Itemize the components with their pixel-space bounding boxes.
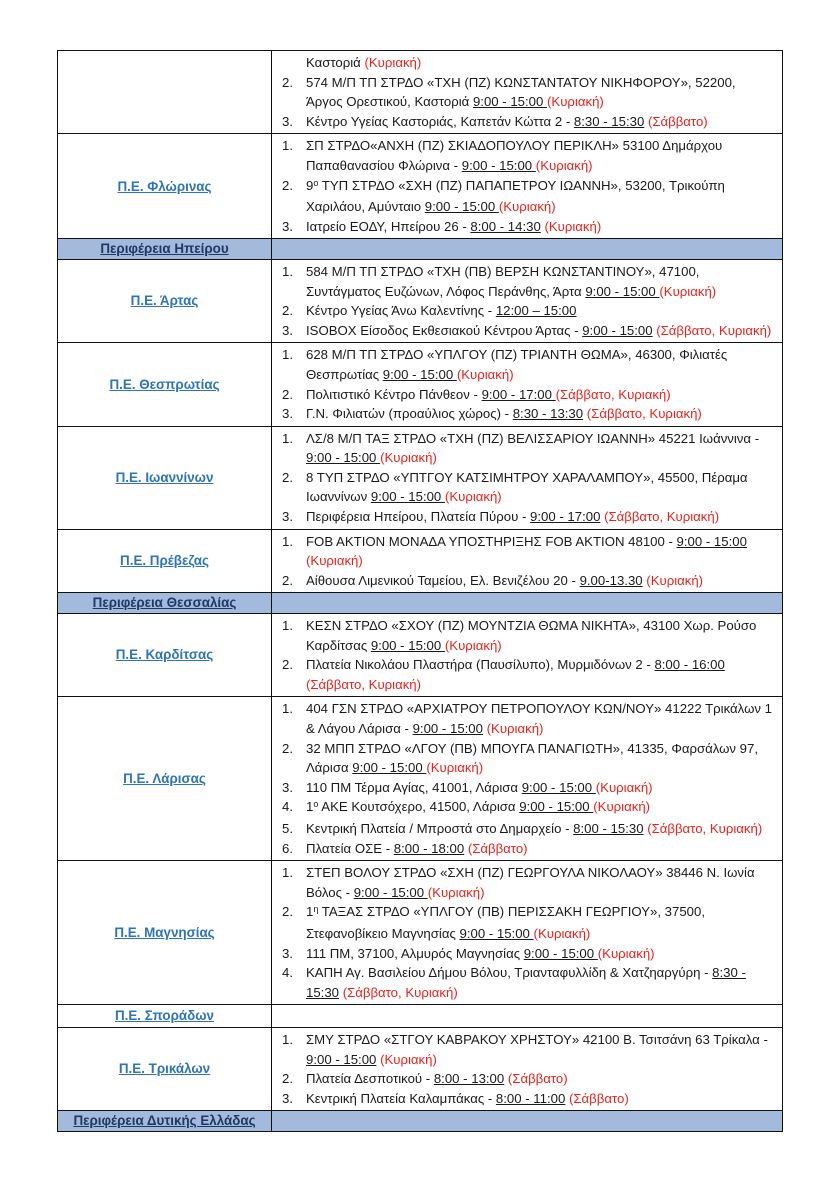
item-text-segment: Πλατεία Δεσποτικού - xyxy=(306,1071,434,1087)
time-range: 9:00 - 15:00 xyxy=(459,925,534,941)
region-row xyxy=(58,259,782,342)
time-range: 8:00 - 16:00 xyxy=(654,657,725,673)
item-text xyxy=(298,321,774,341)
section-header-cell xyxy=(58,1111,272,1131)
item-text-segment: 584 Μ/Π ΤΠ ΣΤΡΔΟ «ΤΧΗ (ΠΒ) ΒΕΡΣΗ ΚΩΝΣΤΑΝΤΙΝΟΥ», 47100, Συντάγματος Ευζώνων, Λόφος Περάνθης, Άρτα xyxy=(306,263,700,299)
region-name-cell xyxy=(58,134,272,238)
day-note: (Κυριακή) xyxy=(533,925,591,941)
item-text-segment: 9 xyxy=(306,177,314,193)
day-note: (Κυριακή) xyxy=(444,637,502,653)
item-number xyxy=(274,53,298,73)
locations-cell xyxy=(272,1028,782,1110)
list-item xyxy=(274,385,774,405)
list-item xyxy=(274,863,774,902)
day-note: (Κυριακή) xyxy=(544,218,602,234)
time-range: 8:30 - 15:30 xyxy=(573,113,645,129)
time-range: 9:00 - 15:00 xyxy=(382,366,457,382)
item-text-segment: Κεντρική Πλατεία Καλαμπάκας - xyxy=(306,1090,496,1106)
item-text xyxy=(298,136,774,175)
item-number: 3. xyxy=(282,406,293,422)
day-note: (Κυριακή) xyxy=(306,553,363,569)
time-range: 9:00 - 15:00 xyxy=(523,945,598,961)
list-item xyxy=(274,963,774,1002)
locations-cell xyxy=(272,614,782,696)
list-item xyxy=(274,1089,774,1109)
item-text-segment: ΤΑΞΑΣ ΣΤΡΔΟ «ΥΠΛΓΟΥ (ΠΒ) ΠΕΡΙΣΣΑΚΗ ΓΕΩΡΓΙΟΥ», 37500, Στεφανοβίκειο Μαγνησίας xyxy=(306,904,705,941)
item-text-segment: Περιφέρεια Ηπείρου, Πλατεία Πύρου - xyxy=(306,509,531,525)
vaccination-locations-table xyxy=(57,50,783,1132)
day-note: (Σάββατο) xyxy=(507,1071,568,1087)
item-number: 2. xyxy=(282,572,293,588)
day-note: (Σάββατο, Κυριακή) xyxy=(656,322,772,338)
item-number: 2. xyxy=(282,303,293,319)
section-header-row xyxy=(58,1110,782,1131)
time-range: 9:00 - 15:00 xyxy=(353,884,428,900)
item-text xyxy=(298,468,774,507)
day-note: (Κυριακή) xyxy=(427,884,485,900)
day-note: (Κυριακή) xyxy=(498,199,556,215)
day-note: (Σάββατο) xyxy=(569,1090,629,1106)
item-number: 2. xyxy=(282,469,293,485)
item-number: 3. xyxy=(282,509,293,525)
locations-cell xyxy=(272,260,782,342)
item-text xyxy=(298,839,774,859)
time-range: 8:00 - 11:00 xyxy=(495,1090,566,1106)
item-text xyxy=(298,217,774,237)
day-note: (Κυριακή) xyxy=(380,450,437,466)
item-number: 1. xyxy=(282,138,293,154)
day-note: (Σάββατο, Κυριακή) xyxy=(306,676,422,692)
item-text-segment: 32 ΜΠΠ ΣΤΡΔΟ «ΛΓΟΥ (ΠΒ) ΜΠΟΥΓΑ ΠΑΝΑΓΙΩΤΗ», 41335, Φαρσάλων 97, Λάρισα xyxy=(306,740,759,776)
item-text-segment: Πολιτιστικό Κέντρο Πάνθεον - xyxy=(306,386,482,402)
time-range: 8:00 - 18:00 xyxy=(393,840,465,856)
day-note: (Κυριακή) xyxy=(547,94,604,110)
day-note: (Κυριακή) xyxy=(595,779,653,795)
section-header-link[interactable]: Περιφέρεια Ηπείρου xyxy=(100,241,229,257)
list-item xyxy=(274,616,774,655)
region-name-cell xyxy=(58,1028,272,1110)
item-text xyxy=(298,112,774,132)
item-text-segment: Πλατεία ΟΣΕ - xyxy=(306,840,394,856)
time-range: 9:00 - 15:00 xyxy=(521,779,596,795)
item-text xyxy=(298,944,774,964)
list-item xyxy=(274,507,774,527)
item-text-segment: ΣΤΕΠ ΒΟΛΟΥ ΣΤΡΔΟ «ΣΧΗ (ΠΖ) ΓΕΩΡΓΟΥΛΑ ΝΙΚΟΛΑΟΥ» 38446 Ν. Ιωνία Βόλος - xyxy=(306,865,755,900)
region-row xyxy=(58,426,782,529)
time-range: 8:30 - 15:30 xyxy=(306,965,746,1000)
item-text xyxy=(298,1089,774,1109)
locations-cell xyxy=(272,51,782,133)
locations-cell xyxy=(272,239,782,259)
item-text-segment: 1 xyxy=(306,904,314,920)
time-range: 9:00 - 15:00 xyxy=(306,1051,377,1067)
region-link[interactable]: Π.Ε. Σποράδων xyxy=(114,1008,215,1024)
item-number: 1. xyxy=(282,533,293,549)
region-row xyxy=(58,860,782,1004)
day-note: (Σάββατο, Κυριακή) xyxy=(342,984,458,1000)
time-range: 9:00 - 15:00 xyxy=(306,450,381,466)
item-text xyxy=(298,345,774,384)
list-item xyxy=(274,73,774,112)
item-number: 4. xyxy=(282,965,293,981)
time-range: 9.00-13.30 xyxy=(579,572,643,588)
item-text xyxy=(298,532,774,571)
item-number: 3. xyxy=(282,1090,293,1106)
time-range: 9:00 - 15:00 xyxy=(676,533,747,549)
item-number: 6. xyxy=(282,840,293,856)
item-text-segment: Ιατρείο ΕΟΔΥ, Ηπείρου 26 - xyxy=(306,218,471,234)
day-note: (Κυριακή) xyxy=(444,489,502,505)
time-range: 9:00 - 15:00 xyxy=(472,94,548,110)
list-item xyxy=(274,571,774,591)
region-name-cell xyxy=(58,530,272,593)
time-range: 9:00 - 15:00 xyxy=(424,199,499,215)
item-number: 2. xyxy=(282,1071,293,1087)
day-note: (Σάββατο, Κυριακή) xyxy=(555,386,671,402)
item-text xyxy=(298,699,774,738)
list-item xyxy=(274,321,774,341)
item-text xyxy=(298,863,774,902)
region-link[interactable]: Π.Ε. Τρικάλων xyxy=(118,1061,211,1077)
day-note: (Σάββατο) xyxy=(467,840,528,856)
list-item xyxy=(274,404,774,424)
time-range: 8:00 - 14:30 xyxy=(470,218,541,234)
list-item xyxy=(274,262,774,301)
item-text xyxy=(298,301,774,321)
locations-cell xyxy=(272,1005,782,1027)
item-text-segment: 8 ΤΥΠ ΣΤΡΔΟ «ΥΠΤΓΟΥ ΚΑΤΣΙΜΗΤΡΟΥ ΧΑΡΑΛΑΜΠΟΥ», 45500, Πέραμα Ιωαννίνων xyxy=(306,469,748,505)
item-number: 3. xyxy=(282,113,293,129)
region-row xyxy=(58,1004,782,1027)
list-item xyxy=(274,778,774,798)
item-text-segment: ΛΣ/8 Μ/Π ΤΑΞ ΣΤΡΔΟ «ΤΧΗ (ΠΖ) ΒΕΛΙΣΣΑΡΙΟΥ ΙΩΑΝΝΗ» 45221 Ιωάννινα - xyxy=(306,430,760,446)
locations-cell xyxy=(272,861,782,1004)
time-range: 9:00 - 15:00 xyxy=(370,637,445,653)
list-item xyxy=(274,1069,774,1089)
section-header-cell xyxy=(58,593,272,613)
time-range: 9:00 - 17:00 xyxy=(530,509,601,525)
item-text xyxy=(298,963,774,1002)
day-note: (Σάββατο, Κυριακή) xyxy=(586,406,702,422)
region-name-cell xyxy=(58,697,272,860)
region-row xyxy=(58,51,782,133)
region-row xyxy=(58,342,782,425)
region-row xyxy=(58,696,782,860)
item-text-segment: Πλατεία Νικολάου Πλαστήρα (Παυσίλυπο), Μυρμιδόνων 2 - xyxy=(306,657,655,673)
item-number: 2. xyxy=(282,740,293,756)
item-number: 5. xyxy=(282,820,293,836)
item-number: 3. xyxy=(282,322,293,338)
item-number: 2. xyxy=(282,386,293,402)
item-number: 2. xyxy=(282,177,293,193)
item-text-segment: ΚΕΣΝ ΣΤΡΔΟ «ΣΧΟΥ (ΠΖ) ΜΟΥΝΤΖΙΑ ΘΩΜΑ ΝΙΚΗΤΑ», 43100 Χωρ. Ρούσο Καρδίτσας xyxy=(306,618,757,653)
item-number: 1. xyxy=(282,701,293,717)
day-note: (Κυριακή) xyxy=(426,760,484,776)
item-number: 1. xyxy=(282,263,293,279)
section-header-link[interactable]: Περιφέρεια Δυτικής Ελλάδας xyxy=(73,1113,256,1129)
item-text-segment: ISOBOX Είσοδος Εκθεσιακού Κέντρου Άρτας - xyxy=(306,322,583,338)
item-text xyxy=(298,571,774,591)
time-range: 9:00 - 15:00 xyxy=(461,157,536,173)
list-item xyxy=(274,839,774,859)
item-text-segment: Καστοριά xyxy=(306,55,365,70)
item-text xyxy=(298,902,774,943)
day-note: (Κυριακή) xyxy=(486,721,544,736)
item-number: 4. xyxy=(282,799,293,815)
region-link[interactable]: Π.Ε. Φλώρινας xyxy=(117,178,212,194)
item-number: 2. xyxy=(282,904,293,920)
item-text xyxy=(298,797,774,819)
item-text-segment: Κέντρο Υγείας Καστοριάς, Καπετάν Κώττα 2 - xyxy=(306,113,574,129)
region-link[interactable]: Π.Ε. Λάρισας xyxy=(123,770,206,786)
locations-cell xyxy=(272,427,782,529)
locations-cell xyxy=(272,697,782,860)
time-range: 9:00 - 15:00 xyxy=(582,322,653,338)
region-link[interactable]: Π.Ε. Ιωαννίνων xyxy=(115,469,214,485)
item-text xyxy=(298,404,774,424)
item-number: 1. xyxy=(282,1031,293,1047)
list-item xyxy=(274,301,774,321)
locations-cell xyxy=(272,1111,782,1131)
time-range: 12:00 – 15:00 xyxy=(495,303,577,319)
region-row xyxy=(58,1027,782,1110)
item-text xyxy=(298,73,774,112)
item-text xyxy=(298,1030,774,1069)
locations-cell xyxy=(272,134,782,238)
time-range: 9:00 - 15:00 xyxy=(412,721,483,736)
list-item xyxy=(274,902,774,943)
section-header-cell xyxy=(58,239,272,259)
item-text xyxy=(298,739,774,778)
region-name-cell xyxy=(58,1005,272,1027)
item-text xyxy=(298,262,774,301)
list-item xyxy=(274,112,774,132)
item-text xyxy=(298,429,774,468)
item-text-segment: ΑΚΕ Κουτσόχερο, 41500, Λάρισα xyxy=(318,799,520,815)
locations-cell xyxy=(272,530,782,593)
region-name-cell xyxy=(58,861,272,1004)
region-name-cell xyxy=(58,343,272,425)
day-note: (Σάββατο, Κυριακή) xyxy=(604,509,720,525)
item-text xyxy=(298,53,774,73)
time-range: 9:00 - 15:00 xyxy=(370,489,445,505)
list-item xyxy=(274,345,774,384)
list-item xyxy=(274,532,774,571)
day-note: (Κυριακή) xyxy=(456,366,514,382)
item-text xyxy=(298,507,774,527)
list-item xyxy=(274,176,774,217)
superscript: ο xyxy=(313,177,319,188)
region-name-cell xyxy=(58,51,272,133)
item-text xyxy=(298,819,774,839)
item-text-segment: 111 ΠΜ, 37100, Αλμυρός Μαγνησίας xyxy=(306,945,524,961)
item-number: 2. xyxy=(282,657,293,673)
item-text-segment: Κέντρο Υγείας Άνω Καλεντίνης - xyxy=(306,303,496,319)
day-note: (Κυριακή) xyxy=(593,799,651,815)
region-link[interactable]: Π.Ε. Θεσπρωτίας xyxy=(109,376,220,392)
time-range: 8:00 - 13:00 xyxy=(433,1071,505,1087)
region-name-cell xyxy=(58,427,272,529)
region-link[interactable]: Π.Ε. Πρέβεζας xyxy=(120,553,209,569)
list-item xyxy=(274,429,774,468)
list-item xyxy=(274,136,774,175)
item-text-segment: 574 Μ/Π ΤΠ ΣΤΡΔΟ «ΤΧΗ (ΠΖ) ΚΩΝΣΤΑΝΤΑΤΟΥ ΝΙΚΗΦΟΡΟΥ», 52200, Άργος Ορεστικού, Καστοριά xyxy=(306,74,736,110)
item-text xyxy=(298,1069,774,1089)
item-number: 3. xyxy=(282,218,293,234)
list-item xyxy=(274,944,774,964)
item-number: 3. xyxy=(282,945,293,961)
item-text-segment: FOB AKTION ΜΟΝΑΔΑ ΥΠΟΣΤΗΡΙΞΗΣ FOB AKTION 48100 - xyxy=(306,533,677,549)
region-link[interactable]: Π.Ε. Καρδίτσας xyxy=(115,647,214,663)
time-range: 9:00 - 15:00 xyxy=(519,799,594,815)
item-number: 1. xyxy=(282,347,293,363)
region-row xyxy=(58,133,782,238)
item-text xyxy=(298,655,774,694)
item-text-segment: Γ.Ν. Φιλιατών (προαύλιος χώρος) - xyxy=(306,406,513,422)
region-row xyxy=(58,613,782,696)
section-header-link[interactable]: Περιφέρεια Θεσσαλίας xyxy=(92,595,237,611)
list-item xyxy=(274,739,774,778)
item-number: 3. xyxy=(282,779,293,795)
day-note: (Κυριακή) xyxy=(380,1051,437,1067)
item-text-segment: Αίθουσα Λιμενικού Ταμείου, Ελ. Βενιζέλου 20 - xyxy=(306,572,580,588)
list-item xyxy=(274,1030,774,1069)
item-number: 1. xyxy=(282,430,293,446)
region-name-cell xyxy=(58,614,272,696)
item-text-segment: ΚΑΠΗ Αγ. Βασιλείου Δήμου Βόλου, Τριανταφυλλίδη & Χατζηαργύρη - xyxy=(306,965,713,981)
locations-cell xyxy=(272,593,782,613)
list-item xyxy=(274,468,774,507)
day-note: (Σάββατο, Κυριακή) xyxy=(647,820,763,836)
day-note: (Κυριακή) xyxy=(659,283,717,299)
list-item xyxy=(274,217,774,237)
region-name-cell xyxy=(58,260,272,342)
item-text-segment: 110 ΠΜ Τέρμα Αγίας, 41001, Λάρισα xyxy=(306,779,522,795)
item-text xyxy=(298,616,774,655)
day-note: (Κυριακή) xyxy=(364,55,422,70)
day-note: (Κυριακή) xyxy=(597,945,655,961)
item-text-segment: 404 ΓΣΝ ΣΤΡΔΟ «ΑΡΧΙΑΤΡΟΥ ΠΕΤΡΟΠΟΥΛΟΥ ΚΩΝ/ΝΟΥ» 41222 Τρικάλων 1 & Λάγου Λάρισα - xyxy=(306,701,772,736)
region-link[interactable]: Π.Ε. Μαγνησίας xyxy=(114,924,215,940)
item-text xyxy=(298,385,774,405)
item-text-segment: ΣΜΥ ΣΤΡΔΟ «ΣΤΓΟΥ ΚΑΒΡΑΚΟΥ ΧΡΗΣΤΟΥ» 42100 Β. Τσιτσάνη 63 Τρίκαλα - xyxy=(306,1031,768,1047)
list-item xyxy=(274,819,774,839)
item-text xyxy=(298,778,774,798)
day-note: (Κυριακή) xyxy=(535,157,593,173)
time-range: 9:00 - 15:00 xyxy=(585,283,660,299)
locations-cell xyxy=(272,343,782,425)
region-link[interactable]: Π.Ε. Άρτας xyxy=(130,293,199,309)
list-item xyxy=(274,655,774,694)
list-item xyxy=(274,797,774,819)
item-text xyxy=(298,176,774,217)
day-note: (Σάββατο) xyxy=(647,113,708,129)
section-header-row xyxy=(58,592,782,613)
list-item xyxy=(274,699,774,738)
time-range: 9:00 - 17:00 xyxy=(481,386,556,402)
day-note: (Κυριακή) xyxy=(646,572,704,588)
region-row xyxy=(58,529,782,593)
list-item xyxy=(274,53,774,73)
item-number: 2. xyxy=(282,74,293,90)
section-header-row xyxy=(58,238,782,259)
item-text-segment: ΤΥΠ ΣΤΡΔΟ «ΣΧΗ (ΠΖ) ΠΑΠΑΠΕΤΡΟΥ ΙΩΑΝΝΗ», 53200, Τρικούπη Χαριλάου, Αμύνταιο xyxy=(306,177,725,215)
superscript: ο xyxy=(313,799,319,810)
superscript: η xyxy=(313,904,319,915)
item-number: 1. xyxy=(282,865,293,881)
time-range: 8:30 - 13:30 xyxy=(512,406,584,422)
time-range: 9:00 - 15:00 xyxy=(352,760,427,776)
item-text-segment: Κεντρική Πλατεία / Μπροστά στο Δημαρχείο - xyxy=(306,820,574,836)
item-text-segment: 628 Μ/Π ΤΠ ΣΤΡΔΟ «ΥΠΛΓΟΥ (ΠΖ) ΤΡΙΑΝΤΗ ΘΩΜΑ», 46300, Φιλιατές Θεσπρωτίας xyxy=(306,347,728,382)
time-range: 8:00 - 15:30 xyxy=(573,820,644,836)
item-number: 1. xyxy=(282,618,293,634)
item-text-segment: ΣΠ ΣΤΡΔΟ«ΑΝΧΗ (ΠΖ) ΣΚΙΑΔΟΠΟΥΛΟΥ ΠΕΡΙΚΛΗ» 53100 Δημάρχου Παπαθανασίου Φλώρινα - xyxy=(306,138,723,173)
item-text-segment: 1 xyxy=(306,799,314,815)
